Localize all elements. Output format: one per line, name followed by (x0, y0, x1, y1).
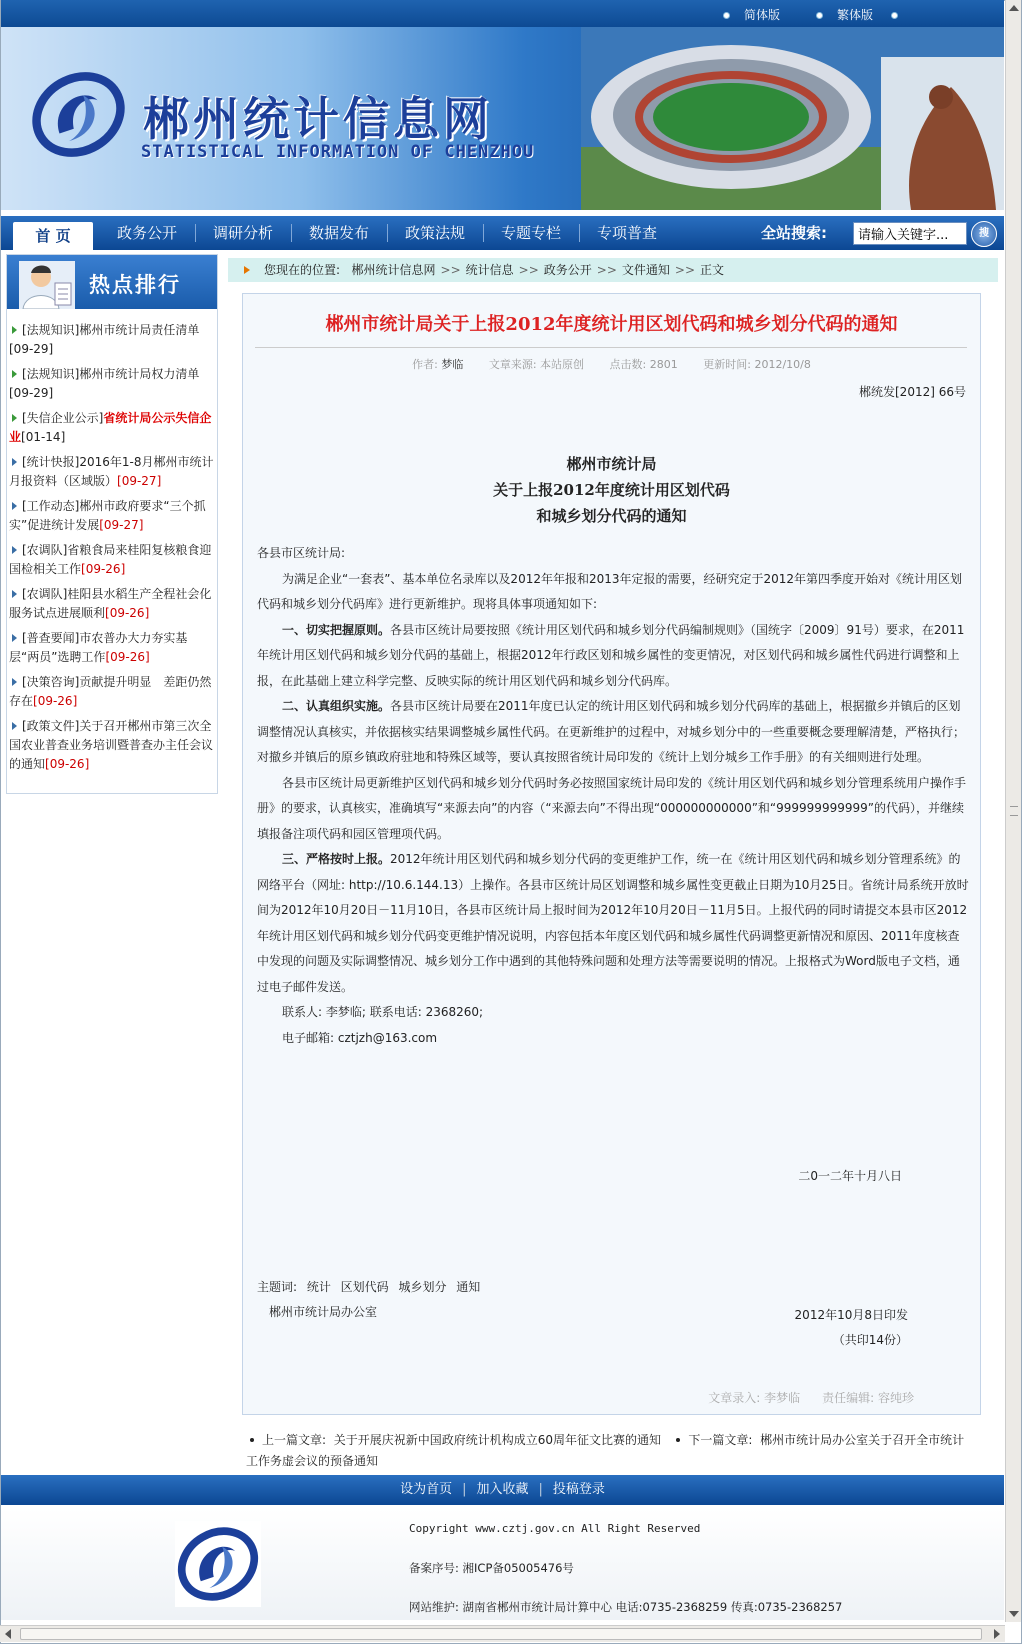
nav-home[interactable]: 首 页 (13, 222, 93, 250)
item-category: [普查要闻] (22, 631, 80, 645)
copyright: Copyright www.cztj.gov.cn All Right Reserved (409, 1522, 701, 1535)
item-title-link[interactable]: 省统计局公示失信企业 (9, 411, 212, 444)
salutation: 各县市区统计局: (257, 546, 346, 560)
search-label: 全站搜索: (761, 224, 827, 242)
item-date: [09-29] (9, 386, 54, 400)
hot-ranking-item[interactable] (7, 319, 217, 363)
section-1: 一、切实把握原则。各县市区统计局要按照《统计用区划代码和城乡划分代码编制规则》（国统字〔2009〕91号）要求，在2011年统计用区划代码和城乡划分代码的基础上，根据2012年行政区划和城乡属性的变更情况，对区划代码和城乡属性代码进行调整和上报，在此基础上建立科学完整、反映实际的统计用区划代码和城乡划分代码库。 (257, 622, 965, 688)
item-date: [09-26] (105, 606, 150, 620)
hot-ranking-panel (6, 254, 218, 794)
prev-article-link[interactable]: 关于开展庆祝新中国政府统计机构成立60周年征文比赛的通知 (333, 1433, 661, 1447)
vertical-scrollbar[interactable] (1005, 0, 1021, 1622)
title-divider (255, 347, 967, 348)
bullet-icon (12, 722, 17, 730)
prev-next-links: 上一篇文章: 关于开展庆祝新中国政府统计机构成立60周年征文比赛的通知 下一篇文章: 郴州市统计局办公室关于召开全市统计工作务虚会议的预备通知 (246, 1433, 965, 1468)
item-category: [农调队] (22, 543, 68, 557)
nav-topics[interactable]: 专题专栏 (500, 224, 561, 242)
bullet-icon (816, 12, 823, 19)
main-nav (1, 216, 1004, 250)
horizontal-scrollbar[interactable] (0, 1625, 1005, 1642)
nav-research[interactable]: 调研分析 (212, 224, 273, 242)
item-date: [09-27] (99, 518, 144, 532)
hot-ranking-item[interactable] (7, 539, 217, 583)
document-number: 郴统发[2012] 66号 (859, 385, 966, 399)
hot-ranking-item[interactable] (7, 495, 217, 539)
bullet-icon (12, 546, 17, 554)
article-title: 郴州市统计局关于上报2012年度统计用区划代码和城乡划分代码的通知 (325, 314, 898, 335)
item-title-link[interactable]: 2016年1-8月郴州市统计月报资料（区域版） (9, 455, 214, 488)
article-panel (242, 293, 981, 1415)
hot-ranking-item[interactable] (7, 583, 217, 627)
nav-policy[interactable]: 政策法规 (404, 224, 465, 242)
stadium-image (581, 27, 1004, 210)
issuing-office: 郴州市统计局办公室 (269, 1305, 378, 1319)
item-category: [农调队] (22, 587, 68, 601)
person-icon (19, 261, 75, 309)
item-category: [统计快报] (22, 455, 80, 469)
item-title-link[interactable]: 市农普办大力夯实基层“两员”选聘工作 (9, 631, 188, 664)
section-2: 二、认真组织实施。各县市区统计局要在2011年度已认定的统计用区划代码和城乡划分代码库的基础上，根据撤乡并镇后的区划调整情况认真核实，并依据核实结果调整城乡属性代码。在更新维护的过程中，对城乡划分中的一些重要概念要理解清楚，严格执行；对撤乡并镇后的原乡镇政府驻地和特殊区域等，要认真按照省统计局印发的《统计上划分城乡工作手册》的有关细则进行处理。 (257, 699, 966, 764)
item-title-link[interactable]: 贡献提升明显 差距仍然存在 (9, 675, 212, 708)
nav-gov-affairs[interactable]: 政务公开 (116, 224, 177, 242)
item-category: [决策咨询] (22, 675, 80, 689)
editor: 责任编辑: 容纯珍 (822, 1391, 914, 1405)
item-title-link[interactable]: 省粮食局来桂阳复核粮食迎国检相关工作 (9, 543, 212, 576)
document-heading: 郴州市统计局 关于上报2012年度统计用区划代码 和城乡划分代码的通知 (493, 455, 730, 525)
site-banner (1, 27, 1004, 210)
site-title: 郴州统计信息网 (143, 92, 493, 146)
item-category: [工作动态] (22, 499, 80, 513)
breadcrumb-gov-link[interactable]: 政务公开 (543, 263, 592, 277)
bullet-icon (891, 12, 898, 19)
hot-ranking-list (7, 319, 217, 776)
hot-ranking-item[interactable] (7, 451, 217, 495)
site-logo-icon (31, 67, 126, 162)
set-homepage-link[interactable]: 设为首页 (400, 1482, 453, 1497)
click-count: 2801 (649, 358, 678, 371)
breadcrumb-prefix: 您现在的位置: (264, 263, 341, 277)
article-footer (708, 1389, 914, 1406)
lang-traditional-link[interactable]: 繁体版 (816, 6, 898, 23)
search-button[interactable]: 搜 (971, 221, 997, 247)
hot-ranking-header (7, 255, 217, 309)
arrow-right-icon (244, 266, 250, 274)
add-favorite-link[interactable]: 加入收藏 (476, 1482, 529, 1497)
nav-data-release[interactable]: 数据发布 (308, 224, 369, 242)
print-info: 2012年10月8日印发 （共印14份） (794, 1308, 908, 1347)
breadcrumb-notice-link[interactable]: 文件通知 (621, 263, 670, 277)
bullet-icon (12, 634, 17, 642)
language-bar (1, 0, 1004, 27)
footer-logo-icon (173, 1521, 263, 1607)
section-2b: 各县市区统计局更新维护区划代码和城乡划分代码时务必按照国家统计局印发的《统计用区划代码和城乡划分管理系统用户操作手册》的要求，认真核实，准确填写“来源去向”的内容（“来源去向”不得出现“000000000000”和“999999999999”的代码），并继续填报备注项代码和园区管理项代码。 (257, 775, 967, 841)
item-date: [01-14] (21, 430, 66, 444)
bullet-icon (676, 1438, 680, 1442)
search-input[interactable] (853, 222, 967, 245)
update-time: 2012/10/8 (754, 358, 811, 371)
scroll-down-icon[interactable] (1009, 1611, 1019, 1617)
item-title-link[interactable]: 桂阳县水稻生产全程社会化服务试点进展顺利 (9, 587, 212, 620)
breadcrumb: 您现在的位置: 郴州统计信息网 >> 统计信息 >> 政务公开 >> 文件通知 >> 正文 (228, 258, 998, 282)
keywords: 主题词: 统计 区划代码 城乡划分 通知 (257, 1280, 481, 1294)
item-title-link[interactable]: 郴州市统计局责任清单 (79, 323, 200, 337)
scroll-thumb[interactable] (20, 1628, 982, 1640)
item-date: [09-26] (105, 650, 150, 664)
article-body (257, 541, 969, 1051)
item-category: [失信企业公示] (22, 411, 104, 425)
entry-by: 文章录入: 李梦临 (708, 1391, 801, 1405)
hot-ranking-title: 热点排行 (89, 273, 181, 297)
hot-ranking-item[interactable] (7, 627, 217, 671)
footer-links-bar: 设为首页 | 加入收藏 | 投稿登录 (1, 1475, 1004, 1505)
bullet-icon (12, 414, 17, 422)
breadcrumb-home-link[interactable]: 郴州统计信息网 (351, 263, 436, 277)
breadcrumb-current: 正文 (700, 263, 725, 277)
scroll-left-icon[interactable] (5, 1629, 11, 1639)
site-subtitle: STATISTICAL INFORMATION OF CHENZHOU (141, 142, 535, 162)
bullet-icon (723, 12, 730, 19)
bullet-icon (12, 326, 17, 334)
section-3: 三、严格按时上报。2012年统计用区划代码和城乡划分代码的变更维护工作，统一在《统计用区划代码和城乡划分管理系统》的网络平台（网址: http://10.6.144.13）上操作。各县市区统计局区划调整和城乡属性变更截止日期为10月25日。省统计局系统开放时间为2012年10月20日－11月10日，各县市区统计局上报时间为2012年10月20日－11月5日。上报代码的同时请提交本县市区2012年统计用区划代码和城乡划分代码变更维护情况说明，内容包括本年度区划代码和城乡属性代码调整更新情况和原因、2011年度核查中发现的问题及实际调整情况、城乡划分工作中遇到的其他特殊问题和处理方法等需要说明的情况。上报格式为Word版电子文档，通过电子邮件发送。 (257, 852, 969, 994)
scroll-right-icon[interactable] (994, 1629, 1000, 1639)
icp-number: 备案序号: 湘ICP备05005476号 (409, 1561, 574, 1575)
item-date: [09-27] (117, 474, 162, 488)
submit-login-link[interactable]: 投稿登录 (552, 1482, 605, 1497)
item-title-link[interactable]: 关于召开郴州市第三次全国农业普查业务培训暨普查办主任会议的通知 (9, 719, 214, 771)
next-article-link[interactable]: 郴州市统计局办公室关于召开全市统计工作务虚会议的预备通知 (246, 1433, 965, 1468)
scroll-thumb[interactable] (1010, 806, 1018, 816)
bullet-icon (12, 370, 17, 378)
site-footer (1, 1508, 1004, 1620)
item-date: [09-26] (81, 562, 126, 576)
nav-census[interactable]: 专项普查 (596, 224, 657, 242)
email: 电子邮箱: cztjzh@163.com (282, 1030, 438, 1045)
scroll-up-icon[interactable] (1009, 5, 1019, 11)
maintainer: 网站维护: 湖南省郴州市统计局计算中心 电话:0735-2368259 传真:0735-2368257 (409, 1600, 843, 1614)
item-title-link[interactable]: 郴州市政府要求“三个抓实”促进统计发展 (9, 499, 206, 532)
hot-ranking-item[interactable] (7, 715, 217, 776)
author: 梦临 (441, 358, 464, 371)
hot-ranking-item[interactable] (7, 363, 217, 407)
bullet-icon (12, 678, 17, 686)
sign-date: 二0一二年十月八日 (798, 1169, 902, 1183)
item-title-link[interactable]: 郴州市统计局权力清单 (79, 367, 200, 381)
breadcrumb-stats-link[interactable]: 统计信息 (465, 263, 514, 277)
article-meta: 作者: 梦临 文章来源: 本站原创 点击数: 2801 更新时间: 2012/10/8 (412, 358, 811, 371)
lang-simplified-link[interactable]: 简体版 (723, 6, 780, 23)
item-category: [法规知识] (22, 323, 80, 337)
bullet-icon (250, 1438, 254, 1442)
source: 本站原创 (540, 358, 585, 371)
hot-ranking-item[interactable] (7, 407, 217, 451)
item-category: [法规知识] (22, 367, 80, 381)
item-date: [09-26] (45, 757, 90, 771)
item-date: [09-29] (9, 342, 54, 356)
item-date: [09-26] (33, 694, 78, 708)
hot-ranking-item[interactable] (7, 671, 217, 715)
contact: 联系人: 李梦临; 联系电话: 2368260; (282, 1005, 484, 1019)
bullet-icon (12, 590, 17, 598)
bullet-icon (12, 502, 17, 510)
intro-paragraph: 为满足企业“一套表”、基本单位名录库以及2012年年报和2013年定报的需要，经研究定于2012年第四季度开始对《统计用区划代码和城乡划分代码库》进行更新维护。现将具体事项通知如下: (257, 571, 963, 611)
item-category: [政策文件] (22, 719, 80, 733)
bullet-icon (12, 458, 17, 466)
